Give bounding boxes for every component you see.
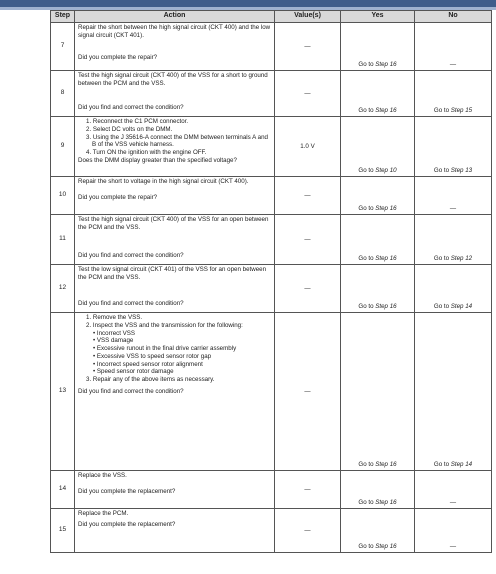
diagnostic-table bbox=[50, 10, 492, 553]
top-banner bbox=[0, 0, 496, 10]
action-text: Repair the short to voltage in the high signal circuit (CKT 400). bbox=[78, 178, 249, 185]
numbered-item: 4. Turn ON the ignition with the engine OFF. bbox=[86, 149, 207, 156]
action-text: Repair the short between the high signal circuit (CKT 400) and the low signal circuit (CKT 401). bbox=[78, 24, 271, 39]
table-row bbox=[51, 177, 492, 215]
step-number: 8 bbox=[51, 71, 75, 117]
bullet-item: • Incorrect speed sensor rotor alignment bbox=[93, 360, 203, 368]
value-cell: — bbox=[275, 313, 341, 471]
value-cell: — bbox=[275, 265, 341, 313]
action-question: Did you complete the replacement? bbox=[78, 520, 176, 528]
step-number: 7 bbox=[51, 23, 75, 71]
table-row bbox=[51, 471, 492, 509]
no-cell: — bbox=[415, 23, 492, 71]
action-cell bbox=[75, 117, 275, 177]
header-yes: Yes bbox=[341, 11, 415, 23]
value-cell: 1.0 V bbox=[275, 117, 341, 177]
value-cell: — bbox=[275, 71, 341, 117]
bullet-item: • Excessive runout in the final drive carrier assembly bbox=[93, 345, 237, 352]
action-question: Does the DMM display greater than the specified voltage? bbox=[78, 156, 237, 164]
header-no: No bbox=[415, 11, 492, 23]
no-cell: — bbox=[415, 177, 492, 215]
header-action: Action bbox=[75, 11, 275, 23]
yes-cell: Go to Step 16 bbox=[341, 23, 415, 71]
table-row bbox=[51, 313, 492, 471]
yes-cell: Go to Step 16 bbox=[341, 215, 415, 265]
action-question: Did you complete the replacement? bbox=[78, 487, 176, 495]
action-cell bbox=[75, 265, 275, 313]
action-question: Did you find and correct the condition? bbox=[78, 299, 184, 307]
table-row bbox=[51, 117, 492, 177]
header-step: Step bbox=[51, 11, 75, 23]
action-text: Test the high signal circuit (CKT 400) of the VSS for a short to ground between the PCM and the VSS. bbox=[78, 72, 268, 87]
step-number: 10 bbox=[51, 177, 75, 215]
yes-cell: Go to Step 16 bbox=[341, 177, 415, 215]
action-question: Did you find and correct the condition? bbox=[78, 103, 184, 111]
table-row bbox=[51, 23, 492, 71]
bullet-item: • Incorrect VSS bbox=[93, 329, 136, 337]
bullet-item: • Excessive VSS to speed sensor rotor gap bbox=[93, 352, 212, 360]
no-cell: — bbox=[415, 471, 492, 509]
no-cell: Go to Step 14 bbox=[415, 313, 492, 471]
yes-cell: Go to Step 16 bbox=[341, 471, 415, 509]
table-row bbox=[51, 509, 492, 553]
numbered-item: 2. Select DC volts on the DMM. bbox=[86, 125, 173, 133]
action-question: Did you find and correct the condition? bbox=[78, 387, 184, 395]
table-row bbox=[51, 71, 492, 117]
step-number: 13 bbox=[51, 313, 75, 471]
yes-cell: Go to Step 16 bbox=[341, 71, 415, 117]
yes-cell: Go to Step 10 bbox=[341, 117, 415, 177]
step-number: 15 bbox=[51, 509, 75, 553]
table-row bbox=[51, 265, 492, 313]
yes-cell: Go to Step 16 bbox=[341, 313, 415, 471]
numbered-item: 2. Inspect the VSS and the transmission for the following: bbox=[86, 321, 243, 329]
numbered-item: 1. Remove the VSS. bbox=[86, 314, 143, 321]
step-number: 12 bbox=[51, 265, 75, 313]
yes-cell: Go to Step 16 bbox=[341, 509, 415, 553]
value-cell: — bbox=[275, 509, 341, 553]
bullet-item: • Speed sensor rotor damage bbox=[93, 368, 174, 376]
action-cell bbox=[75, 71, 275, 117]
value-cell: — bbox=[275, 471, 341, 509]
numbered-item: 1. Reconnect the C1 PCM connector. bbox=[86, 118, 189, 125]
no-cell: — bbox=[415, 509, 492, 553]
action-cell bbox=[75, 23, 275, 71]
action-cell bbox=[75, 313, 275, 471]
no-cell: Go to Step 14 bbox=[415, 265, 492, 313]
yes-cell: Go to Step 16 bbox=[341, 265, 415, 313]
step-number: 9 bbox=[51, 117, 75, 177]
action-text: Replace the PCM. bbox=[78, 510, 129, 517]
value-cell: — bbox=[275, 177, 341, 215]
action-cell bbox=[75, 509, 275, 553]
numbered-item: 3. Using the J 35616-A connect the DMM between terminals A and B of the VSS vehicle harness. bbox=[86, 133, 268, 149]
value-cell: — bbox=[275, 215, 341, 265]
action-cell bbox=[75, 215, 275, 265]
table-row bbox=[51, 215, 492, 265]
action-text: Test the high signal circuit (CKT 400) of the VSS for an open between the PCM and the VSS. bbox=[78, 216, 269, 231]
action-question: Did you find and correct the condition? bbox=[78, 251, 184, 259]
no-cell: Go to Step 15 bbox=[415, 71, 492, 117]
numbered-item: 3. Repair any of the above items as necessary. bbox=[86, 376, 215, 383]
action-cell bbox=[75, 177, 275, 215]
no-cell: Go to Step 13 bbox=[415, 117, 492, 177]
no-cell: Go to Step 12 bbox=[415, 215, 492, 265]
action-question: Did you complete the repair? bbox=[78, 53, 158, 61]
bullet-item: • VSS damage bbox=[93, 337, 134, 345]
action-text: Replace the VSS. bbox=[78, 472, 127, 479]
table-header-row bbox=[51, 11, 492, 23]
header-values: Value(s) bbox=[275, 11, 341, 23]
step-number: 14 bbox=[51, 471, 75, 509]
action-text: Test the low signal circuit (CKT 401) of the VSS for an open between the PCM and the VSS. bbox=[78, 266, 267, 281]
step-number: 11 bbox=[51, 215, 75, 265]
value-cell: — bbox=[275, 23, 341, 71]
action-question: Did you complete the repair? bbox=[78, 193, 158, 201]
action-cell bbox=[75, 471, 275, 509]
